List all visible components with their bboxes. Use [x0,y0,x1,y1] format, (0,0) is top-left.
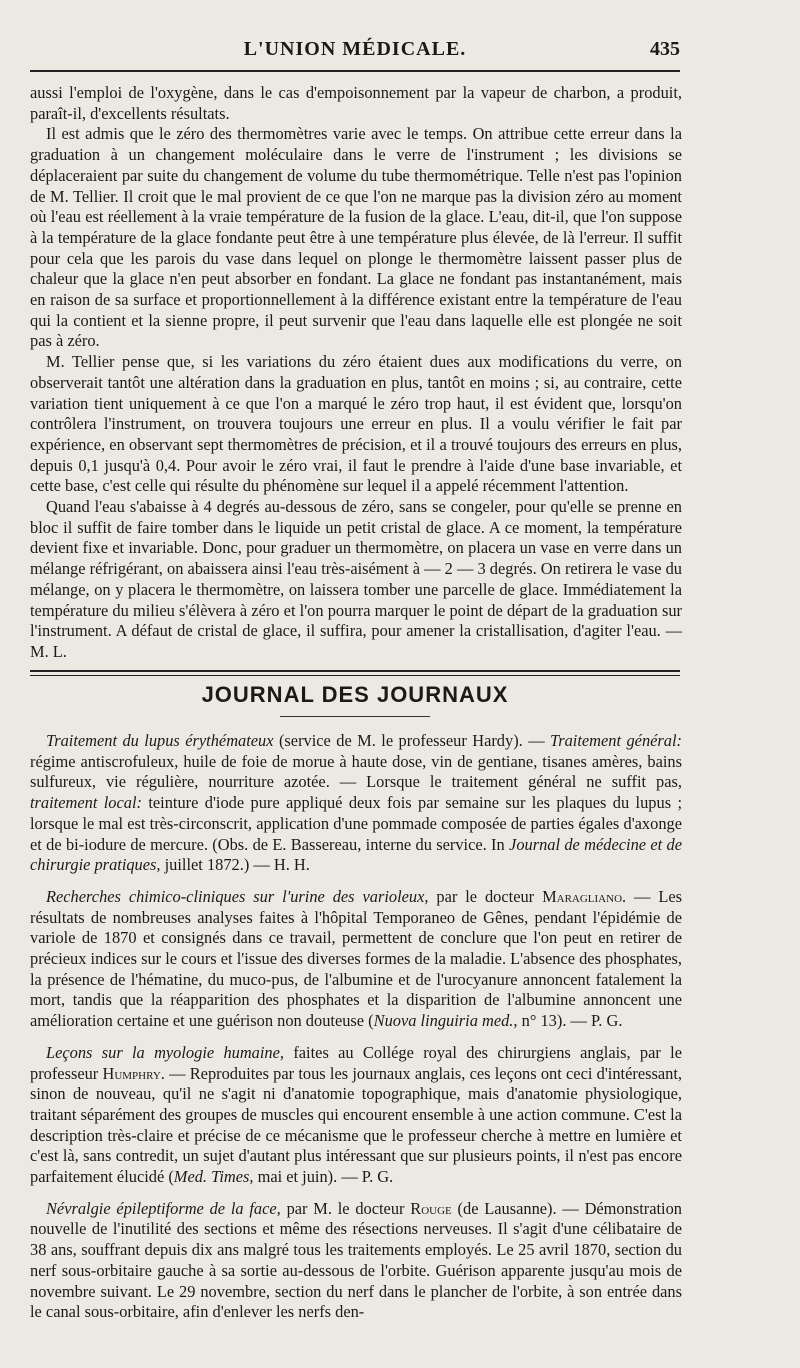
article-text: teinture d'iode pure appliqué deux fois par semaine sur les plaques du lupus ; lorsque le mal est très-circonscrit, application d'une pommade composée de parties égales d'axonge et de bi-iodure de mercure. (Obs. de E. Bassereau, interne du service. In [30,793,682,854]
title-underline [280,716,430,717]
article-title: Leçons sur la myologie humaine, [46,1042,285,1062]
paragraph: aussi l'emploi de l'oxygène, dans le cas d'empoisonnement par la vapeur de charbon, a produit, paraît-il, d'excellents résultats. [30,83,682,123]
article-signature: mai et juin). — P. G. [253,1167,394,1187]
article-text: (service de M. le professeur Hardy). — [273,731,551,750]
section-continuation [30,83,682,663]
article-text: . — Les résultats de nombreuses analyses faites à l'hôpital Temporaneo de Gênes, pendant l'épidémie de variole de 1870 et consignés dans ce travail, permettent de conclure que l'on peut en retirer de précieux indices sur le cours et l'issue des diverses formes de la maladie. L'absence des phosphates, la présence de l'hématine, du muco-pus, de l'albumine et de l'urocyanure annoncent fatalement la mort, tandis que la réapparition des phosphates et la disparition de l'albumine annoncent une amélioration certaine et une guérison non douteuse ( [30,886,683,1031]
journal-articles [30,731,682,1323]
article-text: par le docteur [428,886,543,906]
paragraph: Il est admis que le zéro des thermomètres varie avec le temps. On attribue cette erreur dans la graduation à un changement moléculaire dans le verre de l'instrument ; les divisions se déplaceraient par suite du changement de volume du tube thermométrique. Telle n'est pas l'opinion de M. Tellier. Il croit que le mal provient de ce que l'on ne marque pas la division zéro au moment où l'eau est réellement à la vraie température de la fusion de la glace. L'eau, dit-il, que l'on suppose à la température de la glace fondante peut être à une température plus élevée, de là l'erreur. Il suffit pour cela que les parois du vase dans lequel on plonge le thermomètre laissent passer plus de chaleur que la glace n'en peut absorber en fondant. La glace ne fondant pas instantanément, mais en raison de sa surface et proportionnellement à la différence existant entre la température de l'eau qui la contient et la sienne propre, il peut survenir que l'eau dans laquelle elle est plongée ne soit pas à zéro. [30,124,682,351]
article-subtitle: traitement local: [30,793,142,813]
article-title: Névralgie épileptiforme de la face, [46,1198,281,1218]
article-title: Recherches chimico-cliniques sur l'urine des varioleux, [46,886,429,906]
article-myologie [30,1043,682,1188]
article-author: Humphry [102,1063,161,1083]
running-title: L'UNION MÉDICALE. [243,38,467,60]
article-source: Nuova linguiria med. [373,1011,514,1031]
section-title: JOURNAL DES JOURNAUX [201,682,509,707]
header-rule [30,70,680,72]
article-text: régime antiscrofuleux, huile de foie de morue à haute dose, vin de gentiane, tisanes amères, bains sulfureux, vie régulière, nourriture azotée. — Lorsque le traitement général ne suffit pas, [30,751,682,792]
page-header [30,34,680,64]
article-text: par M. le docteur [280,1198,411,1218]
article-varioleux [30,887,682,1032]
article-text: faites au Collége royal des chirurgiens anglais, par le professeur [30,1042,683,1083]
article-lupus [30,731,682,876]
article-source: Med. Times, [173,1167,254,1187]
section-divider [30,670,680,676]
article-subtitle: Traitement général: [550,731,683,750]
article-source: Journal de médecine et de chirurgie pratiques, [30,834,682,875]
article-author: Rouge [410,1198,452,1218]
article-author: Maragliano [542,886,623,906]
article-signature: juillet 1872.) — H. H. [160,855,310,875]
paragraph: M. Tellier pense que, si les variations du zéro étaient dues aux modifications du verre, on observerait tantôt une altération dans la graduation en plus, tantôt en moins ; si, au contraire, cette variation tient uniquement à ce que l'on a marqué le zéro trop haut, il est évident que, lorsqu'on contrôlera l'instrument, on trouvera toujours une erreur en plus. Il a voulu vérifier le fait par expérience, en observant sept thermomètres de précision, et il a trouvé toujours des erreurs en plus, depuis 0,1 jusqu'à 0,4. Pour avoir le zéro vrai, il faut le prendre à l'aide d'une base invariable, et cette base, c'est celle qui résulte du phénomène sur lequel il a appelé récemment l'attention. [30,352,682,496]
article-nevralgie [30,1199,682,1323]
article-text: (de Lausanne). — Démonstration nouvelle de l'inutilité des sections et même des résections nerveuses. Il s'agit d'une célibataire de 38 ans, souffrant depuis dix ans malgré tous les traitements employés. Le 25 avril 1870, section du nerf sous-orbitaire gauche à sa sortie au-dessous de l'orbite. Guérison apparente jusqu'au mois de novembre suivant. Le 29 novembre, section du nerf dans le plancher de l'orbite, à son entrée dans le canal sous-orbitaire, afin d'enlever les nerfs den- [30,1198,682,1322]
article-signature: , n° 13). — P. G. [513,1011,623,1031]
paragraph: Quand l'eau s'abaisse à 4 degrés au-dessous de zéro, sans se congeler, pour qu'elle se prenne en bloc il suffit de faire tomber dans le liquide un petit cristal de glace. A ce moment, la température devient fixe et invariable. Donc, pour graduer un thermomètre, on placera un vase en verre dans un mélange réfrigérant, on abaissera ainsi l'eau très-aisément à — 2 — 3 degrés. On retirera le vase du mélange, on y placera le thermomètre, on laissera tomber une parcelle de glace. Immédiatement la température du milieu s'élèvera à zéro et l'on pourra marquer le point de départ de la graduation sur l'instrument. A défaut de cristal de glace, il suffira, pour amener la cristallisation, d'agiter l'eau. — M. L. [30,497,682,661]
page-number: 435 [650,38,680,60]
article-title: Traitement du lupus érythémateux [46,731,274,750]
article-text: . — Reproduites par tous les journaux anglais, ces leçons ont ceci d'intéressant, sinon de nouveau, qu'il ne s'agit ni d'anatomie topographique, mais d'anatomie physiologique, traitant séparément des groupes de muscles qui encourent ensemble à une action commune. C'est la description très-claire et précise de ce mécanisme que le professeur cherche à mettre en lumière et c'est là, sans contredit, un sujet d'autant plus intéressant que sur plusieurs points, il n'est pas encore parfaitement élucidé ( [30,1063,682,1187]
